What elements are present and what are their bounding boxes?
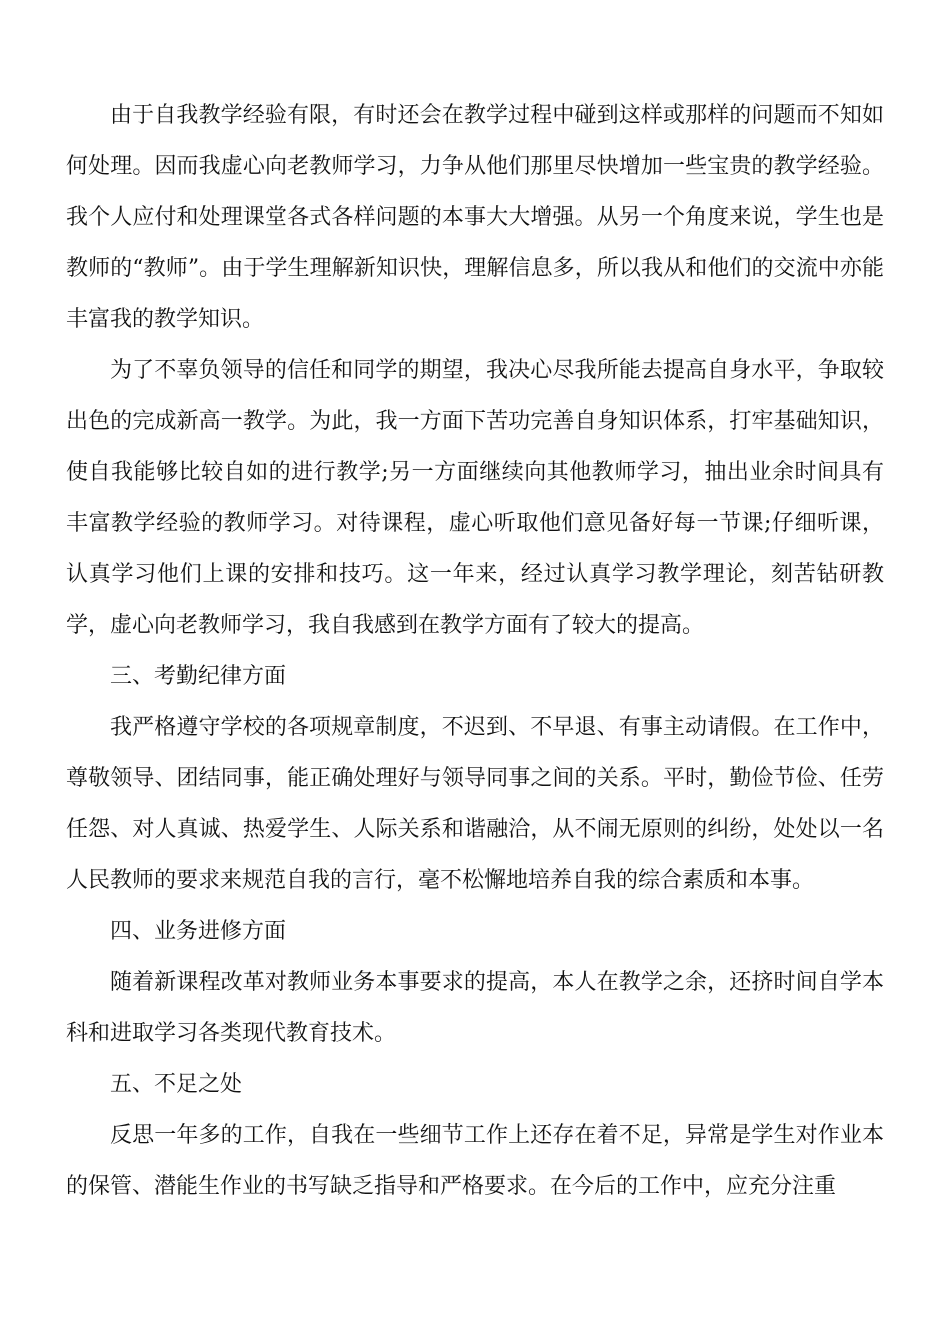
paragraph-shortcomings: 反思一年多的工作，自我在一些细节工作上还存在着不足，异常是学生对作业本的保管、潜能生作业的书写缺乏指导和严格要求。在今后的工作中，应充分注重: [66, 1123, 884, 1199]
paragraph-attendance: 我严格遵守学校的各项规章制度，不迟到、不早退、有事主动请假。在工作中，尊敬领导、团结同事，能正确处理好与领导同事之间的关系。平时，勤俭节俭、任劳任怨、对人真诚、热爱学生、人际关系和谐融洽，从不闹无原则的纠纷，处处以一名人民教师的要求来规范自我的言行，毫不松懈地培养自我的综合素质和本事。: [66, 715, 884, 893]
paragraph-professional-study: 随着新课程改革对教师业务本事要求的提高，本人在教学之余，还挤时间自学本科和进取学习各类现代教育技术。: [66, 970, 884, 1046]
section-heading-professional-study: 四、业务进修方面: [110, 919, 287, 944]
paragraph-self-improvement: 为了不辜负领导的信任和同学的期望，我决心尽我所能去提高自身水平，争取较出色的完成新高一教学。为此，我一方面下苦功完善自身知识体系，打牢基础知识，使自我能够比较自如的进行教学;另一方面继续向其他教师学习，抽出业余时间具有丰富教学经验的教师学习。对待课程，虚心听取他们意见备好每一节课;仔细听课，认真学习他们上课的安排和技巧。这一年来，经过认真学习教学理论，刻苦钻研教学，虚心向老教师学习，我自我感到在教学方面有了较大的提高。: [66, 358, 884, 638]
document-body: [66, 90, 884, 1212]
section-heading-shortcomings: 五、不足之处: [110, 1072, 243, 1097]
paragraph-teaching-experience: 由于自我教学经验有限，有时还会在教学过程中碰到这样或那样的问题而不知如何处理。因而我虚心向老教师学习，力争从他们那里尽快增加一些宝贵的教学经验。我个人应付和处理课堂各式各样问题的本事大大增强。从另一个角度来说，学生也是教师的“教师”。由于学生理解新知识快，理解信息多，所以我从和他们的交流中亦能丰富我的教学知识。: [66, 103, 884, 332]
section-heading-attendance: 三、考勤纪律方面: [110, 664, 287, 689]
